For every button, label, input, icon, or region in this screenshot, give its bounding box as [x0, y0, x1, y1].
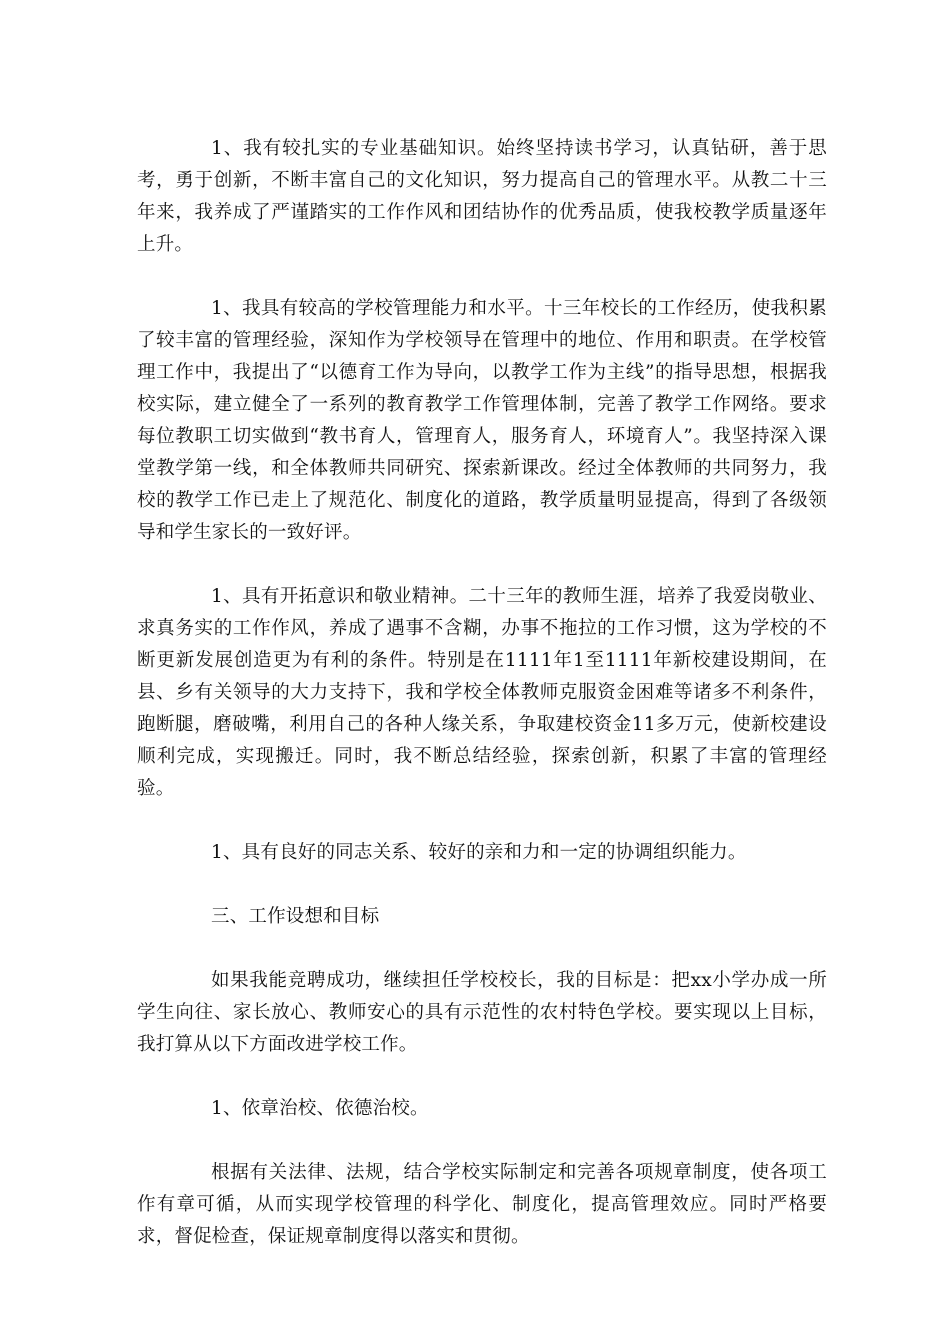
- paragraph-qualification-knowledge: 1、我有较扎实的专业基础知识。始终坚持读书学习，认真钻研，善于思考，勇于创新，不断丰富自己的文化知识，努力提高自己的管理水平。从教二十三年来，我养成了严谨踏实的工作作风和团结协作的优秀品质，使我校教学质量逐年上升。: [137, 138, 827, 255]
- document-body: [137, 133, 827, 1285]
- paragraph-goal-statement: 如果我能竞聘成功，继续担任学校校长，我的目标是：把xx小学办成一所学生向往、家长放心、教师安心的具有示范性的农村特色学校。要实现以上目标，我打算从以下方面改进学校工作。: [137, 970, 827, 1055]
- section-heading-goals: 三、工作设想和目标: [211, 906, 380, 927]
- paragraph-qualification-management: 1、我具有较高的学校管理能力和水平。十三年校长的工作经历，使我积累了较丰富的管理经验，深知作为学校领导在管理中的地位、作用和职责。在学校管理工作中，我提出了“以德育工作为导向，以教学工作为主线”的指导思想，根据我校实际，建立健全了一系列的教育教学工作管理体制，完善了教学工作网络。要求每位教职工切实做到“教书育人，管理育人，服务育人，环境育人”。我坚持深入课堂教学第一线，和全体教师共同研究、探索新课改。经过全体教师的共同努力，我校的教学工作已走上了规范化、制度化的道路，教学质量明显提高，得到了各级领导和学生家长的一致好评。: [137, 298, 827, 543]
- subheading-governance: 1、依章治校、依德治校。: [211, 1098, 429, 1119]
- paragraph-qualification-relations: 1、具有良好的同志关系、较好的亲和力和一定的协调组织能力。: [211, 842, 747, 863]
- paragraph-qualification-dedication: 1、具有开拓意识和敬业精神。二十三年的教师生涯，培养了我爱岗敬业、求真务实的工作作风，养成了遇事不含糊，办事不拖拉的工作习惯，这为学校的不断更新发展创造更为有利的条件。特别是在1111年1至1111年新校建设期间，在县、乡有关领导的大力支持下，我和学校全体教师克服资金困难等诸多不利条件，跑断腿，磨破嘴，利用自己的各种人缘关系，争取建校资金11多万元，使新校建设顺利完成，实现搬迁。同时，我不断总结经验，探索创新，积累了丰富的管理经验。: [137, 586, 827, 799]
- paragraph-governance-detail: 根据有关法律、法规，结合学校实际制定和完善各项规章制度，使各项工作有章可循，从而实现学校管理的科学化、制度化，提高管理效应。同时严格要求，督促检查，保证规章制度得以落实和贯彻。: [137, 1162, 827, 1247]
